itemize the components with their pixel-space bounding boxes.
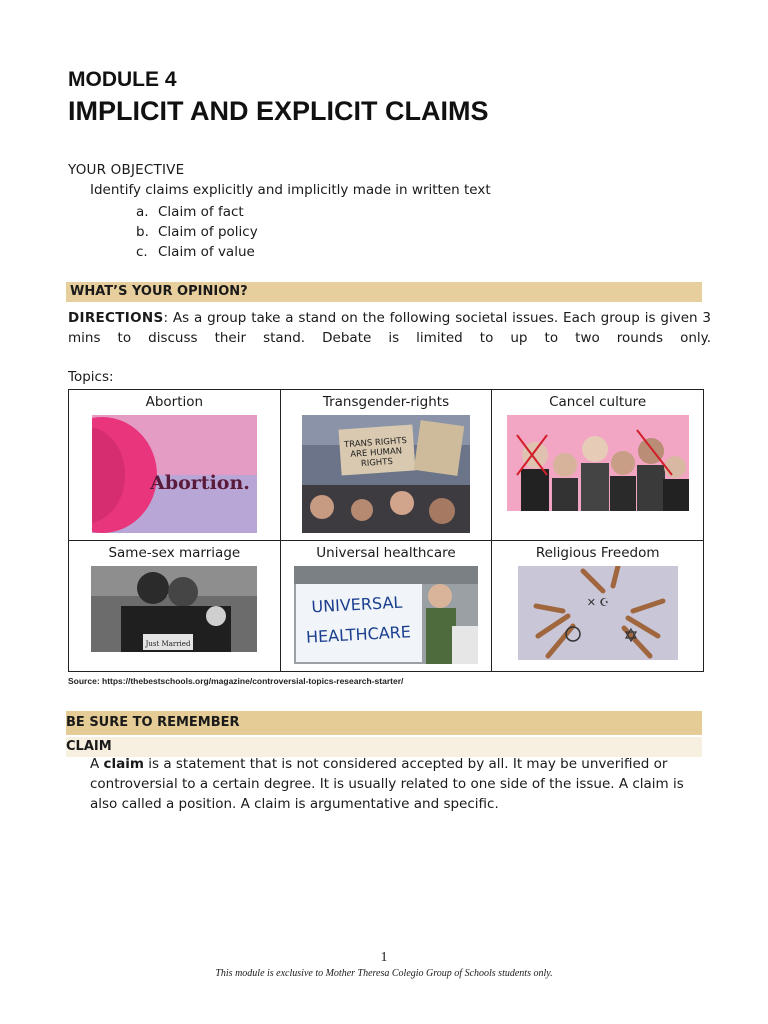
page-number: 1: [380, 950, 388, 965]
objective-item-letter: b.: [136, 224, 149, 240]
opinion-section-heading: WHAT’S YOUR OPINION?: [66, 282, 702, 302]
objective-text: Identify claims explicitly and implicitly made in written text: [90, 182, 491, 198]
same-sex-marriage-image: [91, 566, 257, 652]
topic-cell-abortion: [69, 390, 281, 541]
objective-item-letter: a.: [136, 204, 149, 220]
topic-label: Universal healthcare: [316, 545, 456, 561]
topic-cell-religious-freedom: [492, 541, 704, 672]
transgender-rights-sign-text: TRANS RIGHTSARE HUMANRIGHTS: [343, 435, 408, 470]
remember-section-heading: BE SURE TO REMEMBER: [66, 711, 702, 735]
objective-list: [136, 202, 258, 262]
objective-item: [136, 202, 258, 222]
module-number: MODULE 4: [68, 68, 177, 91]
objective-heading: YOUR OBJECTIVE: [68, 162, 185, 178]
module-title: IMPLICIT AND EXPLICIT CLAIMS: [68, 96, 489, 126]
abortion-image-text: Abortion.: [149, 472, 250, 494]
topic-cell-cancel-culture: [492, 390, 704, 541]
directions-label: DIRECTIONS: [68, 310, 164, 326]
directions-text: : As a group take a stand on the following societal issues. Each group is given 3 mins to discuss their stand. Debate is limited to up to two rounds only.: [68, 310, 711, 346]
objective-item: [136, 242, 258, 262]
objective-item-label: Claim of value: [158, 244, 255, 260]
footer-note: This module is exclusive to Mother Theresa Colegio Group of Schools students only.: [215, 968, 553, 979]
topic-cell-same-sex-marriage: [69, 541, 281, 672]
religious-freedom-image: [518, 566, 678, 660]
objective-item-label: Claim of policy: [158, 224, 258, 240]
claim-subheading: CLAIM: [66, 737, 702, 757]
topic-label: Religious Freedom: [535, 545, 660, 561]
topic-label: Abortion: [145, 394, 204, 410]
universal-healthcare-sign-text: UNIVERSALHEALTHCARE: [305, 592, 412, 647]
topic-label: Transgender-rights: [322, 394, 450, 410]
claim-keyword: claim: [103, 756, 144, 772]
topics-label: Topics:: [68, 369, 114, 385]
claim-prefix: A: [90, 756, 104, 772]
topic-cell-transgender-rights: [280, 390, 492, 541]
cancel-culture-image: [507, 415, 689, 511]
topic-cell-universal-healthcare: [280, 541, 492, 672]
claim-definition-text: is a statement that is not considered accepted by all. It may be unverified or controversial to a certain degree. It is usually related to one side of the issue. A claim is also called a position. A claim is argumentative and specific.: [90, 756, 684, 812]
universal-healthcare-image: [294, 566, 478, 664]
directions-paragraph: [68, 308, 711, 348]
objective-item-letter: c.: [136, 244, 148, 260]
topic-label: Same-sex marriage: [108, 545, 241, 561]
claim-definition: [90, 754, 710, 814]
image-source-citation: Source: https://thebestschools.org/magazine/controversial-topics-research-starter/: [68, 676, 404, 686]
topics-table: [68, 389, 704, 672]
objective-item-label: Claim of fact: [158, 204, 244, 220]
abortion-image: [92, 415, 257, 533]
topic-label: Cancel culture: [549, 394, 647, 410]
svg-text:✕ ☪: ✕ ☪: [586, 596, 609, 609]
just-married-sign-text: Just Married: [145, 640, 191, 648]
objective-item: [136, 222, 258, 242]
transgender-rights-image: [302, 415, 470, 533]
